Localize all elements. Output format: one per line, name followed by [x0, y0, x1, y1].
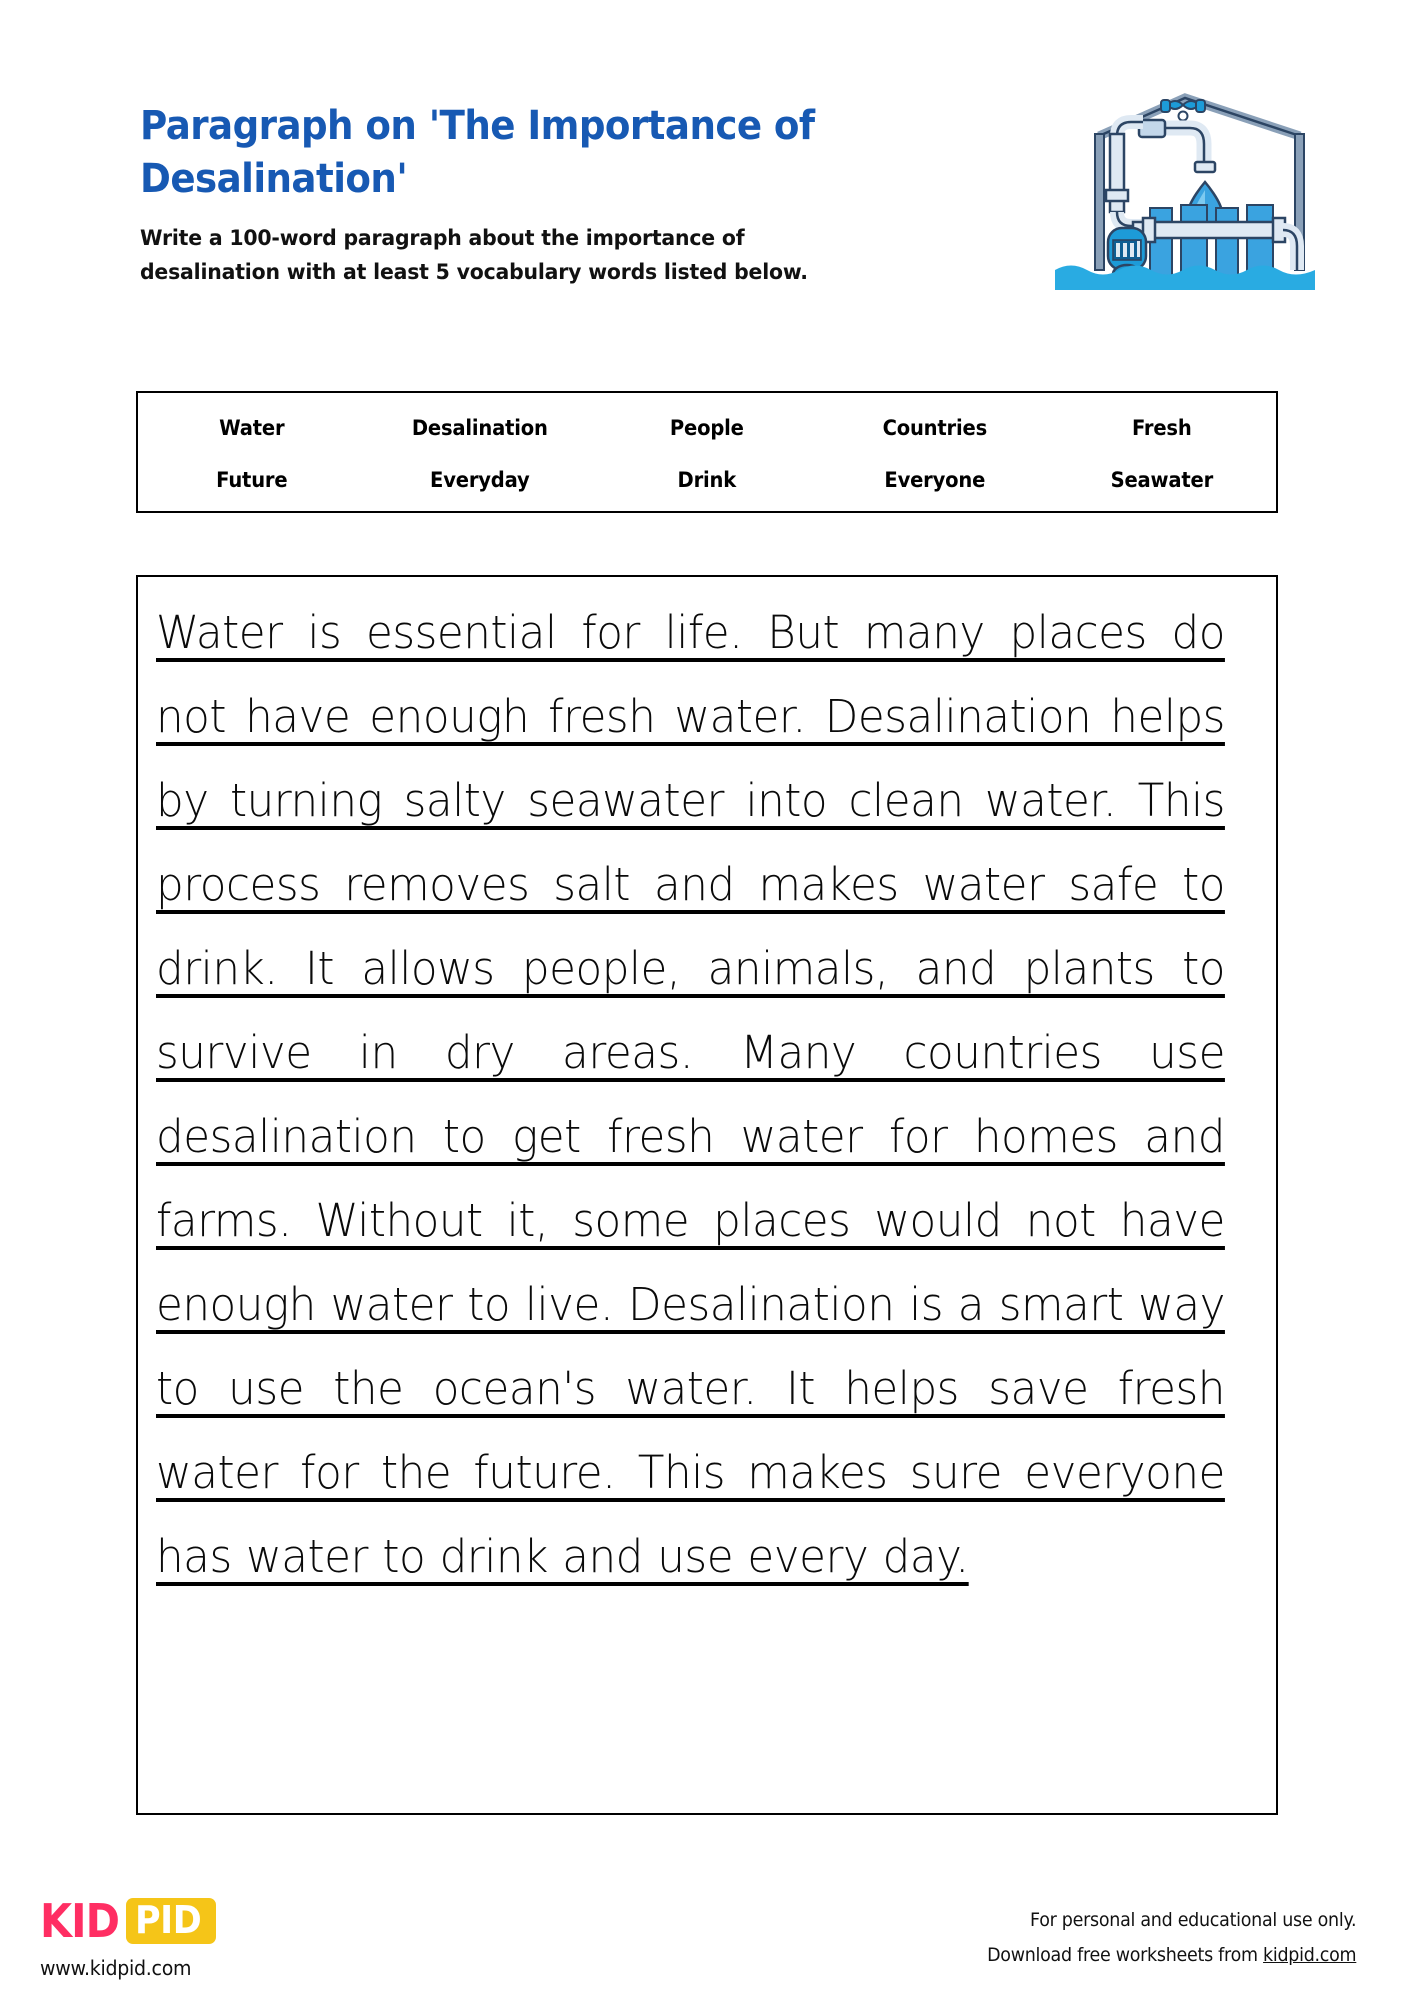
- vocabulary-word: Water: [219, 415, 285, 440]
- footer-note-line-2: [987, 1938, 1356, 1973]
- vocabulary-word: Fresh: [1132, 415, 1192, 440]
- logo-pid-text: PID: [134, 1898, 202, 1942]
- vocabulary-word: Desalination: [411, 415, 548, 440]
- vocabulary-row-1: [138, 393, 1276, 452]
- kidpid-logo: [40, 1895, 340, 1947]
- vocabulary-word: Everyone: [884, 467, 985, 492]
- desalination-plant-icon: [1055, 78, 1315, 290]
- footer-website-url: www.kidpid.com: [40, 1956, 192, 1980]
- vocabulary-word: People: [670, 415, 744, 440]
- vocabulary-row-2: [138, 452, 1276, 511]
- footer-logo: [40, 1895, 340, 1980]
- vocabulary-word: Seawater: [1110, 467, 1214, 492]
- logo-pid-badge: [126, 1898, 216, 1944]
- vocabulary-word: Future: [216, 467, 288, 492]
- vocabulary-word: Drink: [677, 467, 737, 492]
- paragraph-answer-box[interactable]: [136, 575, 1278, 1815]
- header: [140, 100, 1080, 291]
- vocabulary-box: [136, 391, 1278, 513]
- footer-note: [987, 1903, 1356, 1973]
- vocabulary-word: Countries: [882, 415, 987, 440]
- logo-kid-text: KID: [40, 1894, 120, 1948]
- paragraph-answer-text: Water is essential for life. But many places do not have enough fresh water. Desalination helps by turning salty seawater into clean water. This process removes salt and makes water safe to drink. It allows people, animals, and plants to survive in dry areas. Many countries use desalination to get fresh water for homes and farms. Without it, some places would not have enough water to live. Desalination is a smart way to use the ocean's water. It helps save fresh water for the future. This makes sure everyone has water to drink and use every day.: [156, 606, 1225, 1583]
- footer-kidpid-link[interactable]: kidpid.com: [1262, 1944, 1356, 1967]
- instruction-text: Write a 100-word paragraph about the importance of desalination with at least 5 vocabulary words listed below.: [140, 225, 808, 286]
- page-title: Paragraph on 'The Importance of Desalination': [140, 103, 815, 202]
- footer-note-prefix: Download free worksheets from: [986, 1944, 1263, 1967]
- vocabulary-word: Everyday: [429, 467, 530, 492]
- footer-note-line-1: For personal and educational use only.: [1029, 1909, 1356, 1931]
